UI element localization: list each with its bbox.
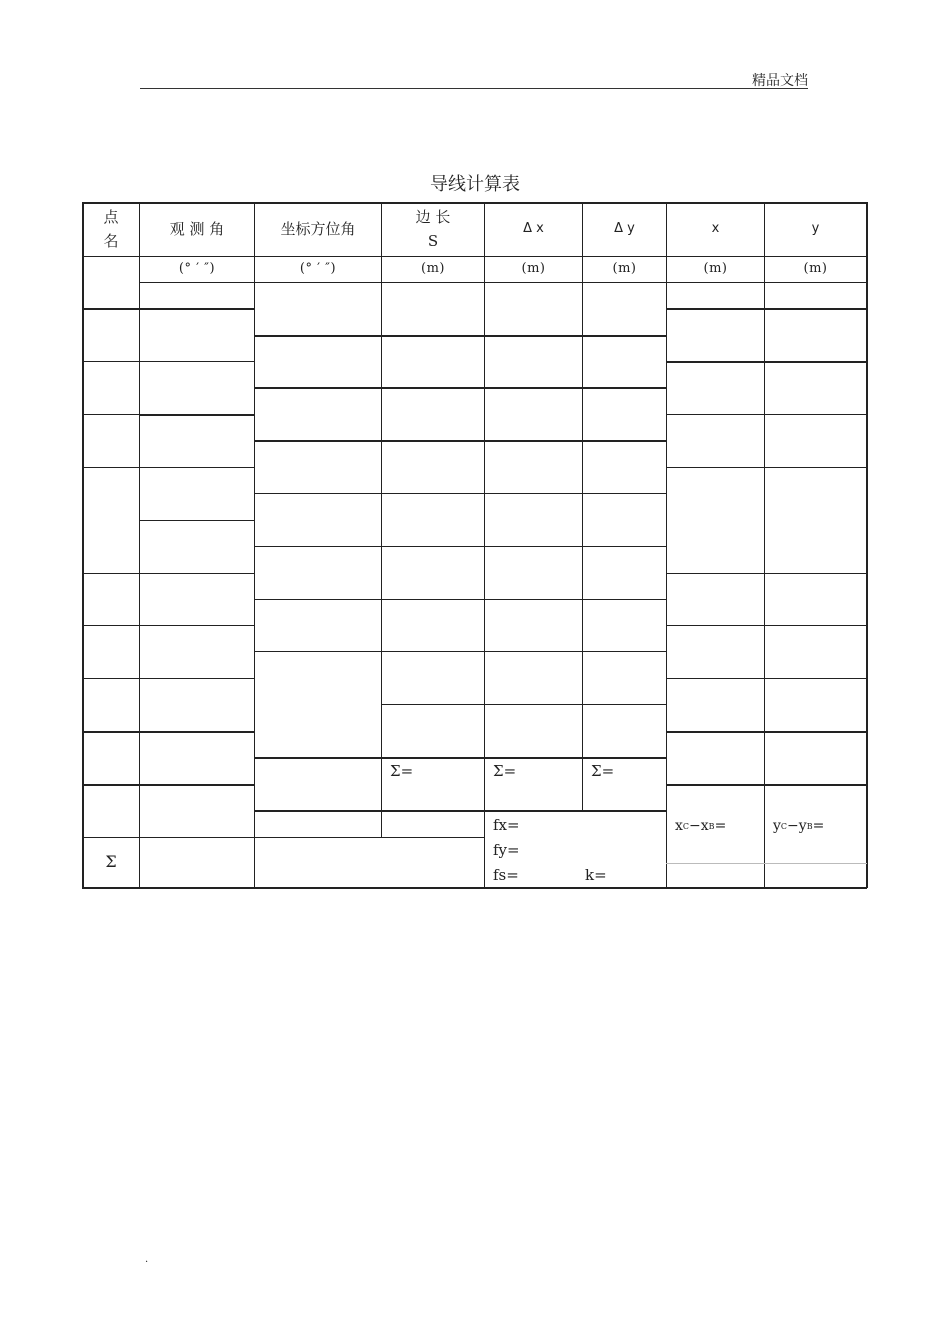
header-side-length-line1: 边 长 [415,208,451,227]
table-row-line [82,467,140,468]
table-row-line [254,546,667,547]
table-column-line [381,202,382,838]
header-observed-angle: 观 测 角 [169,219,225,238]
table-row-line [254,493,667,494]
closure-yc-yb [773,814,863,840]
unit-dx: (m) [521,261,546,277]
table-row-line [82,625,140,626]
table-row-line [139,308,255,310]
sigma-label: Σ [105,852,117,872]
table-row-line [666,414,867,415]
table-row-line [82,731,140,733]
table-row-line [139,467,255,468]
header-side-length [382,203,484,256]
header-dy: Δ y [614,221,635,237]
page-header-text: 精品文档 [752,73,808,89]
xc-x: x [675,818,683,835]
table-row-line [139,520,255,521]
unit-observed-angle: (° ′ ″) [178,261,216,277]
table-column-line [484,202,485,888]
table-row-line [139,837,255,838]
footer-dot: . [145,1254,149,1265]
unit-x: (m) [703,261,728,277]
xb-sub-b: B [708,821,715,831]
table-row-line [254,599,667,600]
table-row-line [139,625,255,626]
table-row-line [82,414,140,415]
table-row-line [82,573,140,574]
table-title: 导线计算表 [430,174,520,195]
table-row-line [254,810,667,812]
table-row-line [666,361,867,363]
table-row-line [666,573,867,574]
table-row-line [139,414,255,416]
table-row-line [666,308,867,310]
header-x: x [711,221,720,237]
xc-dash: − [689,818,701,835]
table-row-line [254,837,485,838]
table-row-line [254,335,667,337]
header-dx: Δ x [523,221,544,237]
table-row-line [381,704,667,705]
table-row-line [666,467,867,468]
table-row-line [254,440,667,442]
closure-fx: fx= [493,816,520,835]
header-y: y [811,221,820,237]
unit-y: (m) [803,261,828,277]
table-row-line [666,863,867,864]
table-row-line [254,757,667,759]
table-row-line [139,361,255,362]
sum-dx: Σ= [493,762,517,781]
table-row-line [82,678,140,679]
xc-sub-c: C [682,821,690,831]
yc-y: y [773,818,781,835]
header-point-name [83,203,139,256]
closure-k: k= [585,866,607,885]
table-row-line [139,573,255,574]
table-border [82,887,867,889]
header-side-length-line2: S [427,231,439,250]
yb-sub-b: B [806,821,813,831]
table-row-line [82,308,140,310]
table-row-line [82,784,140,786]
header-azimuth: 坐标方位角 [280,219,356,238]
table-row-line [254,651,667,652]
table-row-line [666,678,867,679]
yc-yb-eq: = [812,818,825,835]
table-row-line [139,282,867,283]
sum-dy: Σ= [591,762,615,781]
table-row-line [139,678,255,679]
header-point-name-line2: 名 [103,231,119,250]
table-row-line [139,731,255,733]
unit-side-length: (m) [421,261,445,277]
closure-fy: fy= [493,841,520,860]
table-row-line [666,625,867,626]
unit-dy: (m) [612,261,637,277]
closure-fs: fs= [493,866,519,885]
unit-azimuth: (° ′ ″) [299,261,337,277]
table-row-line [139,784,255,786]
sum-side-length: Σ= [390,762,414,781]
table-row-line [254,387,667,389]
table-row-line [666,784,867,786]
yc-dash: − [787,818,799,835]
table-column-line [582,202,583,811]
table-row-line [82,361,140,362]
table-row-line [666,731,867,733]
xb-x: x [700,818,709,835]
yc-sub-c: C [780,821,788,831]
yb-y: y [798,818,807,835]
closure-xc-xb [675,814,763,840]
xc-xb-eq: = [714,818,727,835]
header-point-name-line1: 点 [103,208,119,227]
